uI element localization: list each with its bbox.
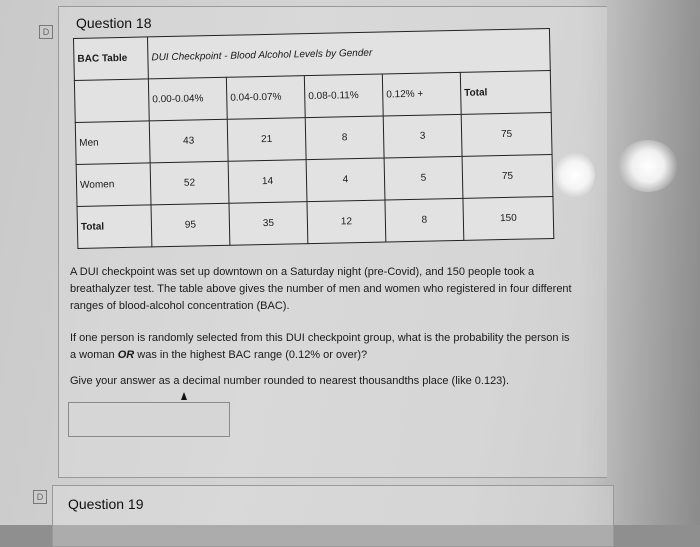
table-cell: 75 [461, 113, 552, 157]
column-header: 0.12% + [382, 72, 461, 116]
table-cell: 4 [306, 158, 385, 202]
row-label: Total [77, 205, 152, 249]
question-19-flag-icon[interactable]: D [33, 490, 47, 504]
table-cell: 150 [463, 196, 554, 240]
prompt-emphasis: OR [117, 349, 135, 361]
table-cell: 8 [305, 116, 384, 160]
table-cell [74, 79, 149, 123]
prompt-text-end: was in the highest BAC range (0.12% or over)? [134, 349, 368, 361]
screen-glare [618, 140, 678, 192]
question-prompt [70, 330, 575, 364]
table-cell: 14 [228, 160, 307, 204]
answer-instructions: Give your answer as a decimal number rounded to nearest thousandths place (like 0.123). [70, 375, 510, 387]
question-18-title: Question 18 [76, 15, 152, 31]
row-label: Men [75, 121, 150, 165]
table-cell: 21 [227, 118, 306, 162]
table-cell: 52 [150, 161, 229, 205]
table-cell: 12 [307, 200, 386, 244]
table-cell: 75 [462, 154, 553, 198]
table-corner-label: BAC Table [74, 37, 149, 81]
table-cell: 43 [149, 119, 228, 163]
mouse-cursor-icon [181, 392, 187, 400]
column-header: 0.04-0.07% [226, 76, 305, 120]
column-header: 0.08-0.11% [304, 74, 383, 118]
table-cell: 5 [384, 156, 463, 200]
row-label: Women [76, 163, 151, 207]
question-19-title: Question 19 [68, 496, 144, 512]
screen-glare [555, 152, 595, 198]
table-cell: 95 [151, 203, 230, 247]
column-header: 0.00-0.04% [148, 77, 227, 121]
table-cell: 3 [383, 114, 462, 158]
table-caption: DUI Checkpoint - Blood Alcohol Levels by Gender [147, 29, 550, 79]
question-18-flag-icon[interactable]: D [39, 25, 53, 39]
question-19-card [52, 485, 614, 547]
table-cell: 35 [229, 202, 308, 246]
column-header: Total [460, 71, 551, 115]
prompt-text-start: If one person is randomly selected from this DUI checkpoint group, what is the probability the person is a woman [70, 332, 570, 361]
table-cell: 8 [385, 198, 464, 242]
answer-input[interactable] [68, 402, 230, 437]
bac-table [73, 28, 554, 249]
question-description: A DUI checkpoint was set up downtown on a Saturday night (pre-Covid), and 150 people took a breathalyzer test. The table above gives the number of men and women who registered in four different ranges of blood-alcohol concentration (BAC). [70, 266, 572, 312]
